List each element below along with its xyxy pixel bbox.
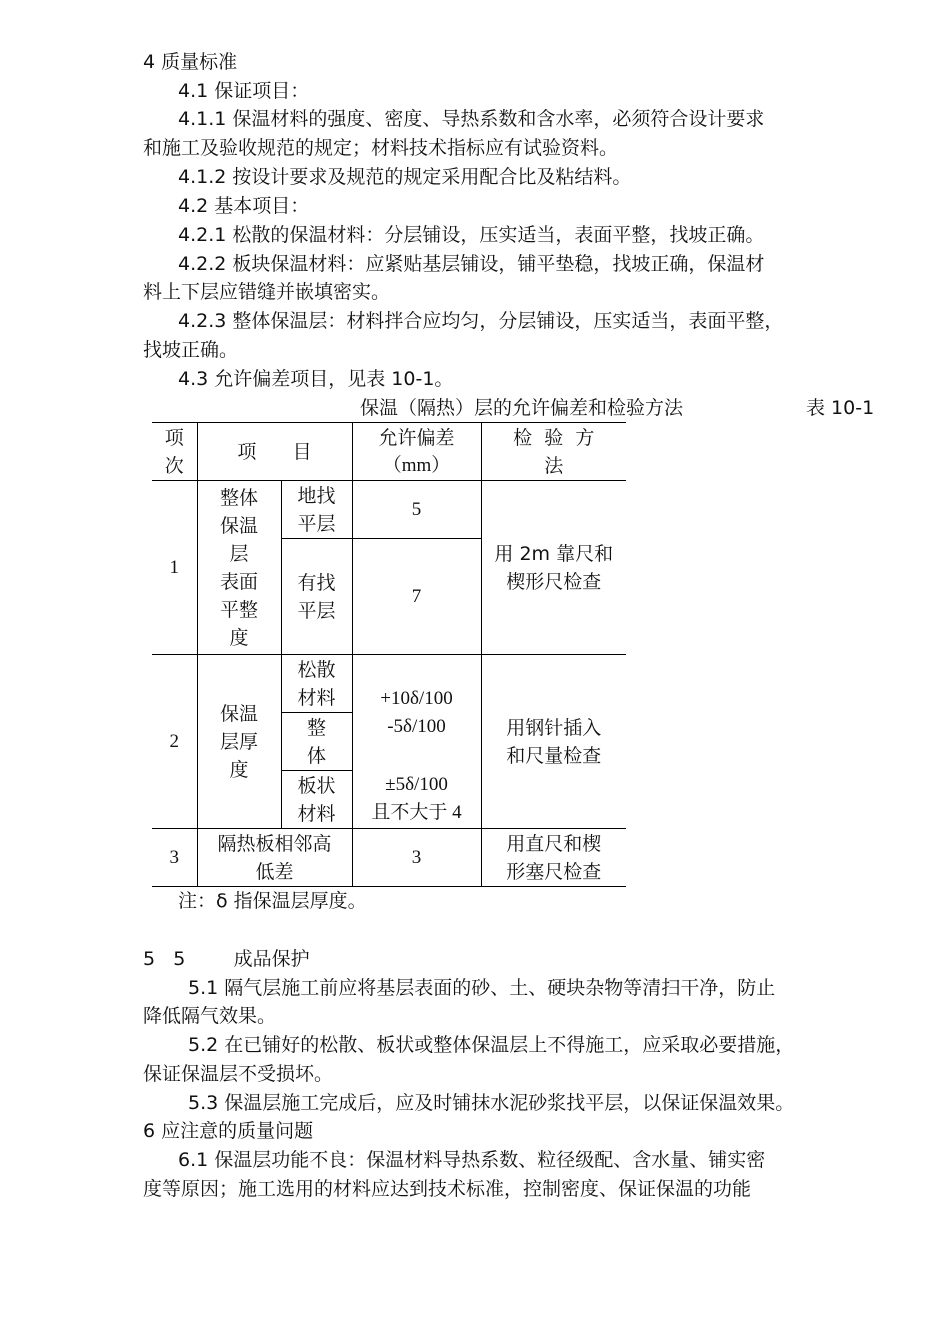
paragraph-4-2-2-line2: 料上下层应错缝并嵌填密实。 <box>143 281 391 303</box>
row1-sub1-name: 地找 平层 <box>281 481 352 539</box>
section-heading-6: 6 应注意的质量问题 <box>143 1120 314 1142</box>
section-heading-4: 4 质量标准 <box>143 51 238 73</box>
row2-item: 保温 层厚 度 <box>197 655 281 829</box>
header-seq: 项 次 <box>152 423 197 481</box>
subsection-heading-4-3: 4.3 允许偏差项目，见表 10-1。 <box>178 368 454 390</box>
row1-sub2-value: 7 <box>352 539 481 655</box>
header-item: 项 目 <box>197 423 352 481</box>
paragraph-4-2-3-line1: 4.2.3 整体保温层：材料拌合应均匀，分层铺设，压实适当，表面平整， <box>178 310 784 332</box>
row2-seq: 2 <box>152 655 197 829</box>
row2-value-last: ±5δ/100 且不大于 4 <box>352 771 481 829</box>
paragraph-5-1-line2: 降低隔气效果。 <box>143 1005 277 1027</box>
paragraph-4-2-2-line1: 4.2.2 板块保温材料：应紧贴基层铺设，铺平垫稳，找坡正确，保温材 <box>178 253 765 275</box>
paragraph-5-2-line2: 保证保温层不受损坏。 <box>143 1063 334 1085</box>
paragraph-6-1-line2: 度等原因；施工选用的材料应达到技术标准，控制密度、保证保温的功能 <box>143 1178 752 1200</box>
tolerance-table <box>152 422 626 887</box>
row3-seq: 3 <box>152 829 197 887</box>
row1-method: 用 2m 靠尺和 楔形尺检查 <box>481 481 626 655</box>
row2-sub2-name: 整 体 <box>281 713 352 771</box>
table-note: 注：δ 指保温层厚度。 <box>178 890 367 912</box>
table-row <box>152 655 626 713</box>
row1-sub1-value: 5 <box>352 481 481 539</box>
row2-method: 用钢针插入 和尺量检查 <box>481 655 626 829</box>
row2-value-shared: +10δ/100 -5δ/100 <box>352 655 481 771</box>
paragraph-4-1-1-line1: 4.1.1 保温材料的强度、密度、导热系数和含水率，必须符合设计要求 <box>178 108 765 130</box>
table-caption: 保温（隔热）层的允许偏差和检验方法 <box>360 397 684 419</box>
table-row <box>152 481 626 539</box>
header-tolerance: 允许偏差 （mm） <box>352 423 481 481</box>
row3-item: 隔热板相邻高 低差 <box>197 829 352 887</box>
table-number: 表 10-1 <box>806 397 875 419</box>
section-heading-5: 5 5 成品保护 <box>143 948 310 970</box>
table-row <box>152 829 626 887</box>
row1-item: 整体 保温 层 表面 平整 度 <box>197 481 281 655</box>
paragraph-4-2-3-line2: 找坡正确。 <box>143 339 239 361</box>
subsection-heading-4-1: 4.1 保证项目： <box>178 80 310 102</box>
row3-value: 3 <box>352 829 481 887</box>
paragraph-4-1-1-line2: 和施工及验收规范的规定；材料技术指标应有试验资料。 <box>143 137 619 159</box>
row2-sub1-name: 松散 材料 <box>281 655 352 713</box>
paragraph-4-2-1: 4.2.1 松散的保温材料：分层铺设，压实适当，表面平整，找坡正确。 <box>178 224 765 246</box>
paragraph-5-2-line1: 5.2 在已铺好的松散、板状或整体保温层上不得施工，应采取必要措施， <box>188 1034 795 1056</box>
row2-sub3-name: 板状 材料 <box>281 771 352 829</box>
row3-method: 用直尺和楔 形塞尺检查 <box>481 829 626 887</box>
paragraph-5-3: 5.3 保温层施工完成后，应及时铺抹水泥砂浆找平层，以保证保温效果。 <box>188 1092 795 1114</box>
table-header-row <box>152 423 626 481</box>
paragraph-4-1-2: 4.1.2 按设计要求及规范的规定采用配合比及粘结料。 <box>178 166 632 188</box>
paragraph-6-1-line1: 6.1 保温层功能不良：保温材料导热系数、粒径级配、含水量、铺实密 <box>178 1149 766 1171</box>
row1-seq: 1 <box>152 481 197 655</box>
subsection-heading-4-2: 4.2 基本项目： <box>178 195 310 217</box>
row1-sub2-name: 有找 平层 <box>281 539 352 655</box>
header-method: 检 验 方 法 <box>481 423 626 481</box>
paragraph-5-1-line1: 5.1 隔气层施工前应将基层表面的砂、土、硬块杂物等清扫干净，防止 <box>188 977 776 999</box>
